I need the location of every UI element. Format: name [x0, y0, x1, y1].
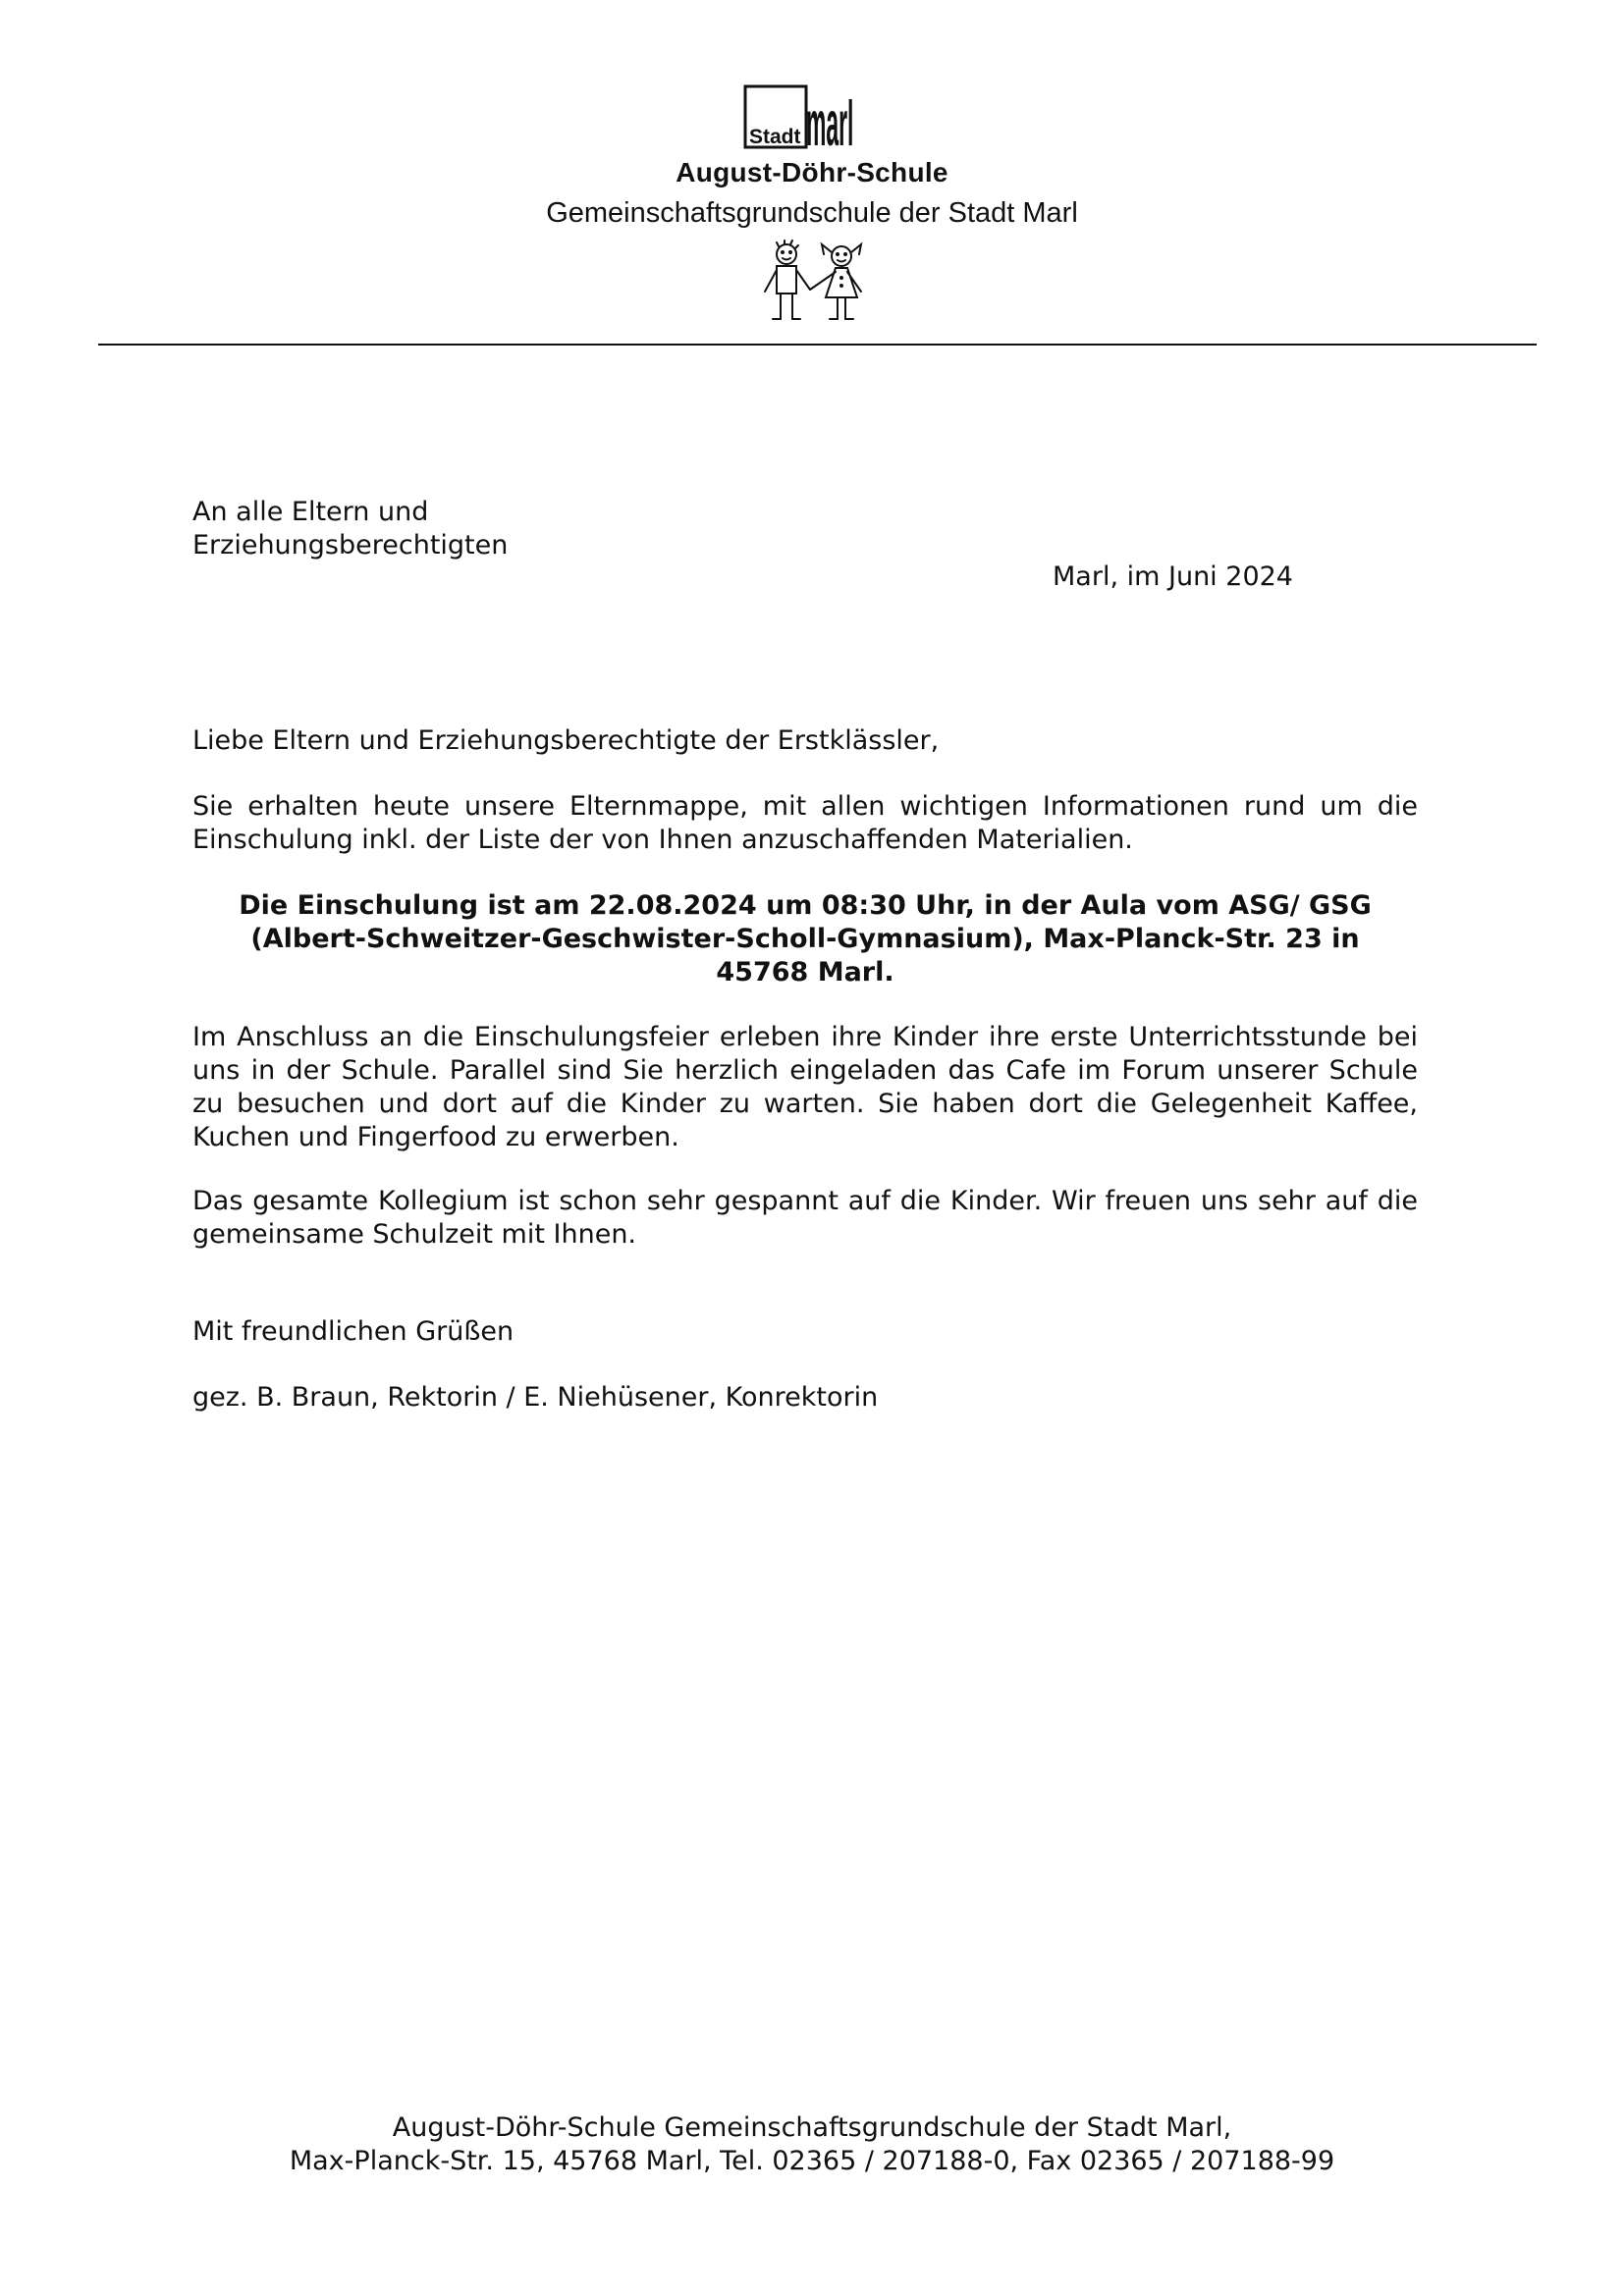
footer-line: Max-Planck-Str. 15, 45768 Marl, Tel. 02365 / 207188-0, Fax 02365 / 207188-99: [289, 2146, 1335, 2176]
announcement-line: Die Einschulung ist am 22.08.2024 um 08:30 Uhr, in der Aula vom ASG/ GSG: [239, 890, 1372, 921]
signature: gez. B. Braun, Rektorin / E. Niehüsener, Konrektorin: [192, 1382, 879, 1413]
closing: Mit freundlichen Grüßen: [192, 1316, 514, 1347]
paragraph-kollegium: Das gesamte Kollegium ist schon sehr gespannt auf die Kinder. Wir freuen uns sehr auf die gemeinsame Schulzeit mit Ihnen.: [192, 1186, 1418, 1250]
announcement-line: 45768 Marl.: [716, 957, 894, 988]
enrollment-announcement: [192, 889, 1418, 989]
logo-text: Stadt: [749, 126, 801, 148]
footer-line: August-Döhr-Schule Gemeinschaftsgrundschule der Stadt Marl,: [392, 2112, 1232, 2143]
stadt-marl-logo: [743, 82, 873, 159]
footer: [0, 2111, 1624, 2178]
salutation: Liebe Eltern und Erziehungsberechtigte der Erstklässler,: [192, 725, 940, 756]
announcement-line: (Albert-Schweitzer-Geschwister-Scholl-Gymnasium), Max-Planck-Str. 23 in: [250, 924, 1360, 954]
school-name: August-Döhr-Schule: [676, 157, 948, 187]
recipient-address: [192, 496, 880, 562]
children-holding-hands-icon: [751, 240, 877, 329]
paragraph-after-ceremony: Im Anschluss an die Einschulungsfeier erleben ihre Kinder ihre erste Unterrichtsstunde bei uns in der Schule. Parallel sind Sie herzlich eingeladen das Cafe im Forum unserer Schule zu besuchen und dort auf die Kinder zu warten. Sie haben dort die Gelegenheit Kaffee, Kuchen und Fingerfood zu erwerben.: [192, 1022, 1418, 1152]
letter-date: Marl, im Juni 2024: [1053, 561, 1293, 592]
logo-wordmark: marl: [806, 86, 854, 159]
recipient-line: Erziehungsberechtigten: [192, 530, 509, 561]
header-divider: [98, 344, 1537, 346]
recipient-line: An alle Eltern und: [192, 497, 429, 527]
school-subtitle: Gemeinschaftsgrundschule der Stadt Marl: [546, 197, 1078, 229]
paragraph-elternmappe: Sie erhalten heute unsere Elternmappe, mit allen wichtigen Informationen rund um die Einschulung inkl. der Liste der von Ihnen anzuschaffenden Materialien.: [192, 791, 1418, 855]
